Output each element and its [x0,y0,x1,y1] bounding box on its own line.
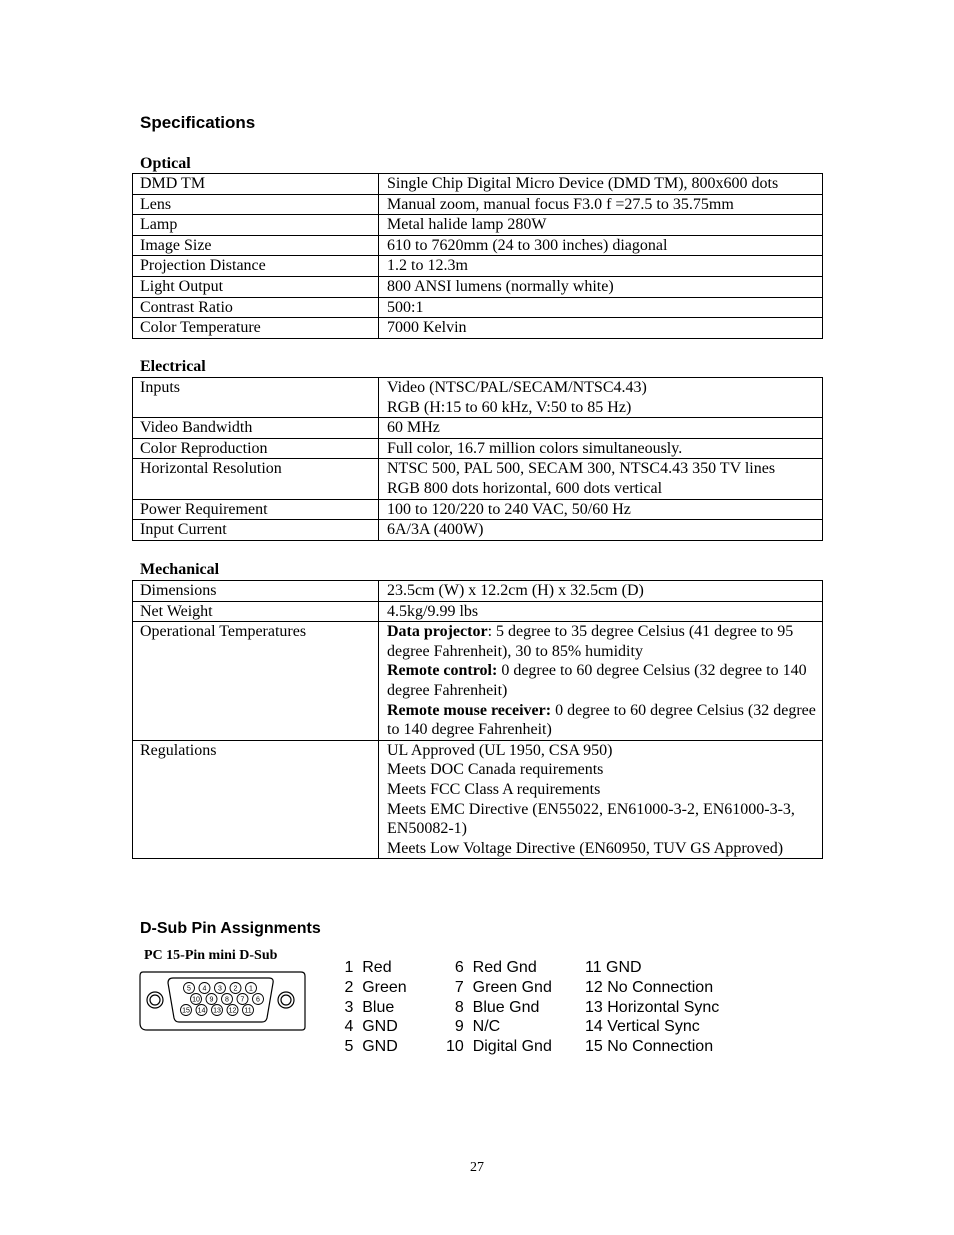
spec-label: Inputs [133,378,379,418]
spec-value: 610 to 7620mm (24 to 300 inches) diagonal [379,235,823,256]
spec-label: Operational Temperatures [133,622,379,741]
spec-label: Light Output [133,276,379,297]
spec-value-line: NTSC 500, PAL 500, SECAM 300, NTSC4.43 350 TV lines [387,460,776,478]
temp-entry-receiver: Remote mouse receiver: 0 degree to 60 degree Celsius (32 degree to 140 degree Fahrenheit) [387,701,816,739]
pin-entry: 7 Green Gnd [446,978,552,996]
page-title: Specifications [140,113,256,132]
spec-label: Color Reproduction [133,438,379,459]
pin-number: 8 [225,996,229,1004]
regulation-item: Meets Low Voltage Directive (EN60950, TUV GS Approved) [387,839,784,857]
pin-number: 14 [197,1007,206,1015]
connector-caption: PC 15-Pin mini D-Sub [144,948,278,963]
spec-value: Manual zoom, manual focus F3.0 f =27.5 to 35.75mm [379,194,823,215]
table-row [133,438,823,459]
table-row [133,459,823,499]
spec-value: 500:1 [379,297,823,318]
spec-label: Input Current [133,520,379,541]
regulation-item: UL Approved (UL 1950, CSA 950) [387,741,613,759]
pin-number: 4 [202,985,207,993]
spec-value [379,740,823,859]
spec-label: Contrast Ratio [133,297,379,318]
spec-label: Lens [133,194,379,215]
spec-value [379,622,823,741]
pin-number: 13 [213,1007,221,1015]
table-row [133,581,823,602]
temp-entry-remote: Remote control: 0 degree to 60 degree Celsius (32 degree to 140 degree Fahrenheit) [387,662,807,699]
regulation-item: Meets EMC Directive (EN55022, EN61000-3-2, EN61000-3-3, EN50082-1) [387,800,795,838]
spec-label: Lamp [133,215,379,236]
pin-entry: 6 Red Gnd [446,959,537,976]
spec-value: 7000 Kelvin [379,318,823,339]
spec-value: Metal halide lamp 280W [379,215,823,236]
optical-table [132,173,823,339]
dsub-heading: D-Sub Pin Assignments [140,920,321,937]
spec-value: 4.5kg/9.99 lbs [379,601,823,622]
spec-value [379,438,823,459]
pin-column-1 [340,958,407,1057]
spec-value: 1.2 to 12.3m [379,256,823,277]
spec-label: Color Temperature [133,318,379,339]
pin-entry: 13 Horizontal Sync [585,998,720,1016]
spec-value-line: 60 MHz [387,419,440,437]
pin-entry: 3 Blue [340,998,395,1016]
spec-label: Net Weight [133,601,379,622]
spec-label: Horizontal Resolution [133,459,379,499]
spec-value-line: 6A/3A (400W) [387,521,484,539]
table-row [133,499,823,520]
spec-value: 23.5cm (W) x 12.2cm (H) x 32.5cm (D) [379,581,823,602]
spec-value: Single Chip Digital Micro Device (DMD TM), 800x600 dots [379,174,823,195]
pin-entry: 14 Vertical Sync [585,1018,700,1036]
table-row [133,520,823,541]
spec-value-line: RGB (H:15 to 60 kHz, V:50 to 85 Hz) [387,398,632,416]
pin-number: 6 [256,996,260,1004]
table-row [133,601,823,622]
spec-value [379,378,823,418]
electrical-table [132,377,823,541]
table-row [133,318,823,339]
pin-number: 15 [182,1007,190,1015]
spec-value [379,459,823,499]
pin-number: 5 [187,985,191,993]
temp-entry-projector: Data projector: 5 degree to 35 degree Celsius (41 degree to 95 degree Fahrenheit), 30 to 85% humidity [387,623,794,660]
spec-value-line: Full color, 16.7 million colors simultaneously. [387,439,683,457]
spec-label: Projection Distance [133,256,379,277]
spec-label: Image Size [133,235,379,256]
pin-entry: 11 GND [585,959,642,976]
table-row [133,215,823,236]
regulation-item: Meets FCC Class A requirements [387,780,601,798]
table-row [133,194,823,215]
spec-value [379,499,823,520]
pin-entry: 2 Green [340,978,407,996]
table-row [133,256,823,277]
pin-entry: 15 No Connection [585,1038,714,1056]
pin-number: 3 [218,985,222,993]
pin-number: 1 [249,985,253,993]
table-row [133,740,823,859]
pin-number: 12 [228,1007,237,1015]
mechanical-table [132,580,823,859]
table-row [133,418,823,439]
pin-entry: 9 N/C [446,1018,501,1036]
spec-label: Power Requirement [133,499,379,520]
electrical-heading: Electrical [140,358,206,375]
pin-entry: 12 No Connection [585,978,714,996]
spec-value [379,520,823,541]
table-row [133,297,823,318]
pin-number: 11 [244,1007,252,1015]
dsub-connector-icon [137,969,307,1033]
optical-heading: Optical [140,155,191,172]
table-row [133,378,823,418]
spec-label: Video Bandwidth [133,418,379,439]
spec-value-line: 100 to 120/220 to 240 VAC, 50/60 Hz [387,500,631,518]
spec-value [379,418,823,439]
table-row [133,235,823,256]
spec-label: DMD TM [133,174,379,195]
pin-column-2 [446,958,552,1057]
spec-label: Regulations [133,740,379,859]
pin-number: 10 [192,996,200,1004]
mechanical-heading: Mechanical [140,561,220,578]
pin-entry: 8 Blue Gnd [446,998,540,1016]
pin-number: 9 [209,996,214,1004]
pin-entry: 1 Red [340,959,392,976]
regulation-item: Meets DOC Canada requirements [387,761,604,779]
spec-label: Dimensions [133,581,379,602]
pin-entry: 4 GND [340,1018,398,1036]
table-row [133,276,823,297]
pin-entry: 5 GND [340,1038,398,1056]
page-number: 27 [470,1160,484,1175]
spec-value-line: Video (NTSC/PAL/SECAM/NTSC4.43) [387,379,647,396]
spec-value: 800 ANSI lumens (normally white) [379,276,823,297]
pin-number: 7 [240,996,245,1004]
pin-column-3 [585,958,719,1057]
pin-entry: 10 Digital Gnd [446,1038,552,1056]
table-row [133,622,823,741]
table-row [133,174,823,195]
spec-value-line: RGB 800 dots horizontal, 600 dots vertical [387,479,663,497]
pin-number: 2 [233,985,238,993]
